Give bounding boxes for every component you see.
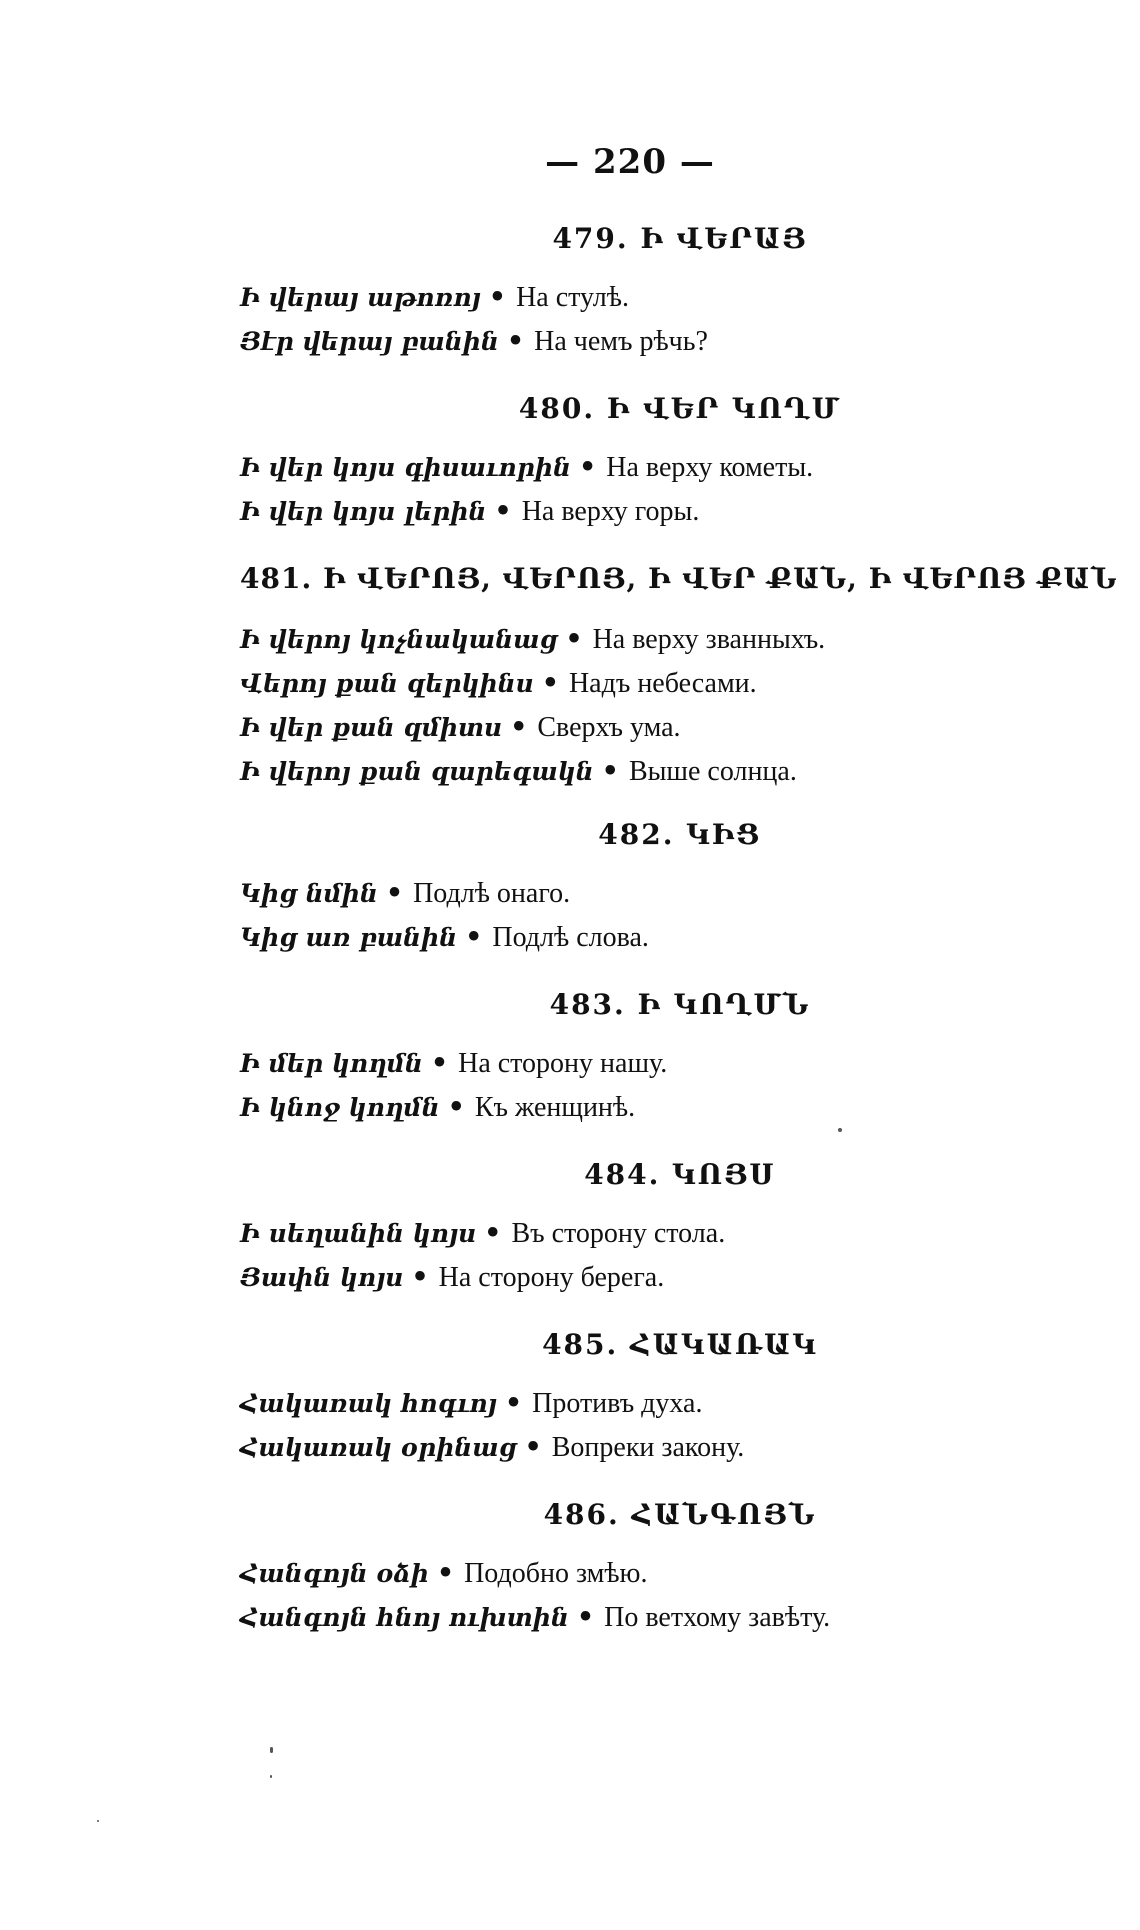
entry-484-1: Ի սեղանին կոյս • Въ сторону стола. — [240, 1218, 726, 1249]
section-heading-486: 486. ՀԱՆԳՈՅՆ — [543, 1498, 817, 1531]
entry-481-1: Ի վերոյ կոչնականաց • На верху званныхъ. — [240, 624, 826, 655]
entry-484-2: Յափն կոյս • На сторону берега. — [240, 1262, 665, 1293]
section-heading-483: 483. Ի ԿՈՂՄՆ — [549, 988, 811, 1021]
scan-speck — [838, 1128, 842, 1132]
armenian-phrase: Յափն կոյս — [240, 1263, 404, 1292]
entry-486-2: Հանգոյն հնոյ ուխտին • По ветхому завѣту. — [240, 1602, 831, 1633]
entry-480-2: Ի վեր կոյս լերին • На верху горы. — [240, 496, 700, 527]
entry-482-1: Կից նմին • Подлѣ онаго. — [240, 878, 571, 909]
armenian-phrase: Ի վերայ աթոռոյ — [240, 283, 481, 312]
armenian-phrase: Հակառակ օրինաց — [240, 1433, 517, 1462]
russian-translation: Выше солнца. — [628, 756, 797, 787]
armenian-phrase: Յէր վերայ բանին — [240, 327, 499, 356]
entry-483-2: Ի կնոջ կողմն • Къ женщинѣ. — [240, 1092, 636, 1123]
russian-translation: Противъ духа. — [532, 1388, 703, 1419]
armenian-phrase: Ի կնոջ կողմն — [240, 1093, 440, 1122]
entry-486-1: Հանգոյն օձի • Подобно змѣю. — [240, 1558, 648, 1589]
russian-translation: На верху горы. — [521, 496, 700, 527]
entry-479-1: Ի վերայ աթոռոյ • На стулѣ. — [240, 282, 629, 313]
armenian-phrase: Ի վեր կոյս գիսաւորին — [240, 453, 571, 482]
entry-481-3: Ի վեր քան զմիտս • Сверхъ ума. — [240, 712, 681, 743]
entry-480-1: Ի վեր կոյս գիսաւորին • На верху кометы. — [240, 452, 814, 483]
russian-translation: Надъ небесами. — [568, 668, 757, 699]
russian-translation: Подлѣ онаго. — [413, 878, 571, 909]
russian-translation: На верху званныхъ. — [592, 624, 826, 655]
entry-479-2: Յէր վերայ բանին • На чемъ рѣчь? — [240, 326, 708, 357]
armenian-phrase: Ի վերոյ կոչնականաց — [240, 625, 558, 654]
armenian-phrase: Հակառակ հոգւոյ — [240, 1389, 497, 1418]
entry-483-1: Ի մեր կողմն • На сторону нашу. — [240, 1048, 668, 1079]
russian-translation: По ветхому завѣту. — [604, 1602, 831, 1633]
section-heading-484: 484. ԿՈՅՍ — [584, 1158, 776, 1191]
scan-speck — [270, 1775, 272, 1778]
armenian-phrase: Ի սեղանին կոյս — [240, 1219, 477, 1248]
armenian-phrase: Ի վերոյ քան զարեգակն — [240, 757, 594, 786]
page-number: — 220 — — [545, 142, 715, 182]
russian-translation: На сторону нашу. — [458, 1048, 668, 1079]
russian-translation: Подобно змѣю. — [464, 1558, 648, 1589]
entry-485-2: Հակառակ օրինաց • Вопреки закону. — [240, 1432, 745, 1463]
armenian-phrase: Ի մեր կողմն — [240, 1049, 423, 1078]
section-heading-482: 482. ԿԻՑ — [598, 818, 762, 851]
russian-translation: Къ женщинѣ. — [474, 1092, 636, 1123]
section-heading-479: 479. Ի ՎԵՐԱՅ — [552, 222, 808, 255]
russian-translation: Вопреки закону. — [551, 1432, 745, 1463]
entry-481-4: Ի վերոյ քան զարեգակն • Выше солнца. — [240, 756, 797, 787]
russian-translation: Сверхъ ума. — [537, 712, 681, 743]
section-heading-485: 485. ՀԱԿԱՌԱԿ — [542, 1328, 818, 1361]
section-heading-480: 480. Ի ՎԵՐ ԿՈՂՄ — [518, 392, 842, 425]
armenian-phrase: Ի վեր կոյս լերին — [240, 497, 487, 526]
russian-translation: На верху кометы. — [606, 452, 814, 483]
russian-translation: Подлѣ слова. — [492, 922, 649, 953]
armenian-phrase: Վերոյ քան զերկինս — [240, 669, 534, 698]
russian-translation: Въ сторону стола. — [511, 1218, 726, 1249]
entry-482-2: Կից առ բանին • Подлѣ слова. — [240, 922, 649, 953]
armenian-phrase: Հանգոյն օձի — [240, 1559, 429, 1588]
armenian-phrase: Հանգոյն հնոյ ուխտին — [240, 1603, 569, 1632]
scan-speck — [97, 1820, 99, 1822]
armenian-phrase: Կից նմին — [240, 879, 378, 908]
russian-translation: На стулѣ. — [516, 282, 629, 313]
armenian-phrase: Կից առ բանին — [240, 923, 458, 952]
russian-translation: На чемъ рѣчь? — [534, 326, 708, 357]
entry-485-1: Հակառակ հոգւոյ • Противъ духа. — [240, 1388, 703, 1419]
scan-speck — [270, 1747, 273, 1753]
russian-translation: На сторону берега. — [438, 1262, 665, 1293]
entry-481-2: Վերոյ քան զերկինս • Надъ небесами. — [240, 668, 757, 699]
section-heading-481: 481. Ի ՎԵՐՈՅ, ՎԵՐՈՅ, Ի ՎԵՐ ՔԱՆ, Ի ՎԵՐՈՅ ՔԱՆ — [240, 562, 1118, 595]
armenian-phrase: Ի վեր քան զմիտս — [240, 713, 503, 742]
